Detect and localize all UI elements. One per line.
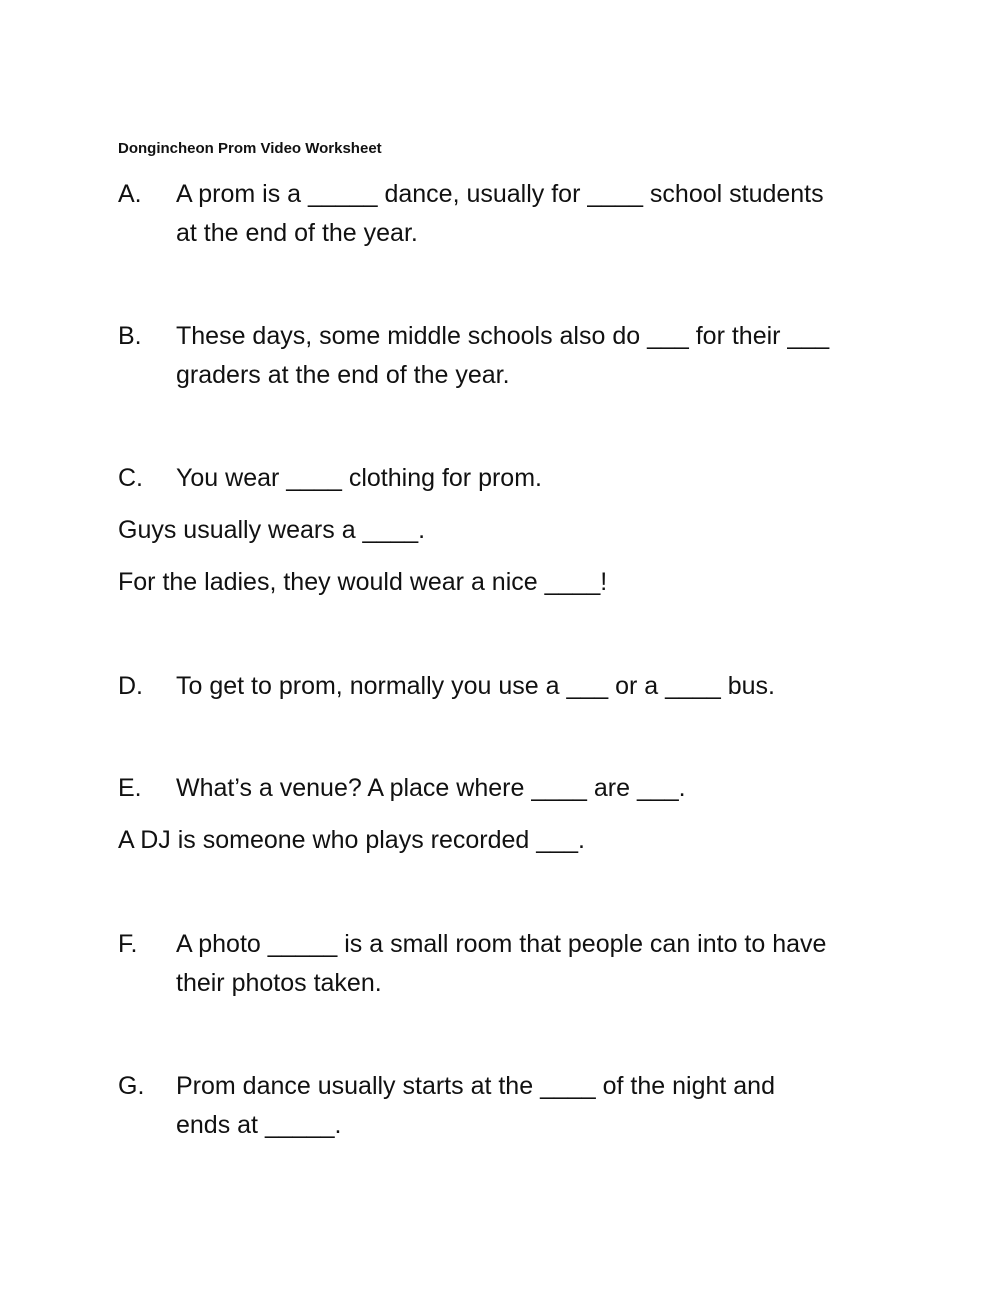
question-b-line2: graders at the end of the year. [176,361,510,389]
question-d-label: D. [118,672,143,700]
worksheet-title: Dongincheon Prom Video Worksheet [118,140,382,157]
question-c-label: C. [118,464,143,492]
question-a-line1: A prom is a _____ dance, usually for ____ school students [176,180,824,208]
question-g-label: G. [118,1072,145,1100]
question-g-line1: Prom dance usually starts at the ____ of the night and [176,1072,775,1100]
question-a-label: A. [118,180,142,208]
question-f-line2: their photos taken. [176,969,382,997]
question-g-line2: ends at _____. [176,1111,342,1139]
question-b-label: B. [118,322,142,350]
question-c-extra2: For the ladies, they would wear a nice ____! [118,568,608,596]
question-d-line1: To get to prom, normally you use a ___ or a ____ bus. [176,672,775,700]
question-c-extra1: Guys usually wears a ____. [118,516,426,544]
question-c-line1: You wear ____ clothing for prom. [176,464,542,492]
question-f-label: F. [118,930,138,958]
question-a-line2: at the end of the year. [176,219,418,247]
question-f-line1: A photo _____ is a small room that people can into to have [176,930,827,958]
question-e-label: E. [118,774,142,802]
question-e-extra1: A DJ is someone who plays recorded ___. [118,826,585,854]
question-e-line1: What’s a venue? A place where ____ are ___. [176,774,686,802]
question-b-line1: These days, some middle schools also do ___ for their ___ [176,322,830,350]
